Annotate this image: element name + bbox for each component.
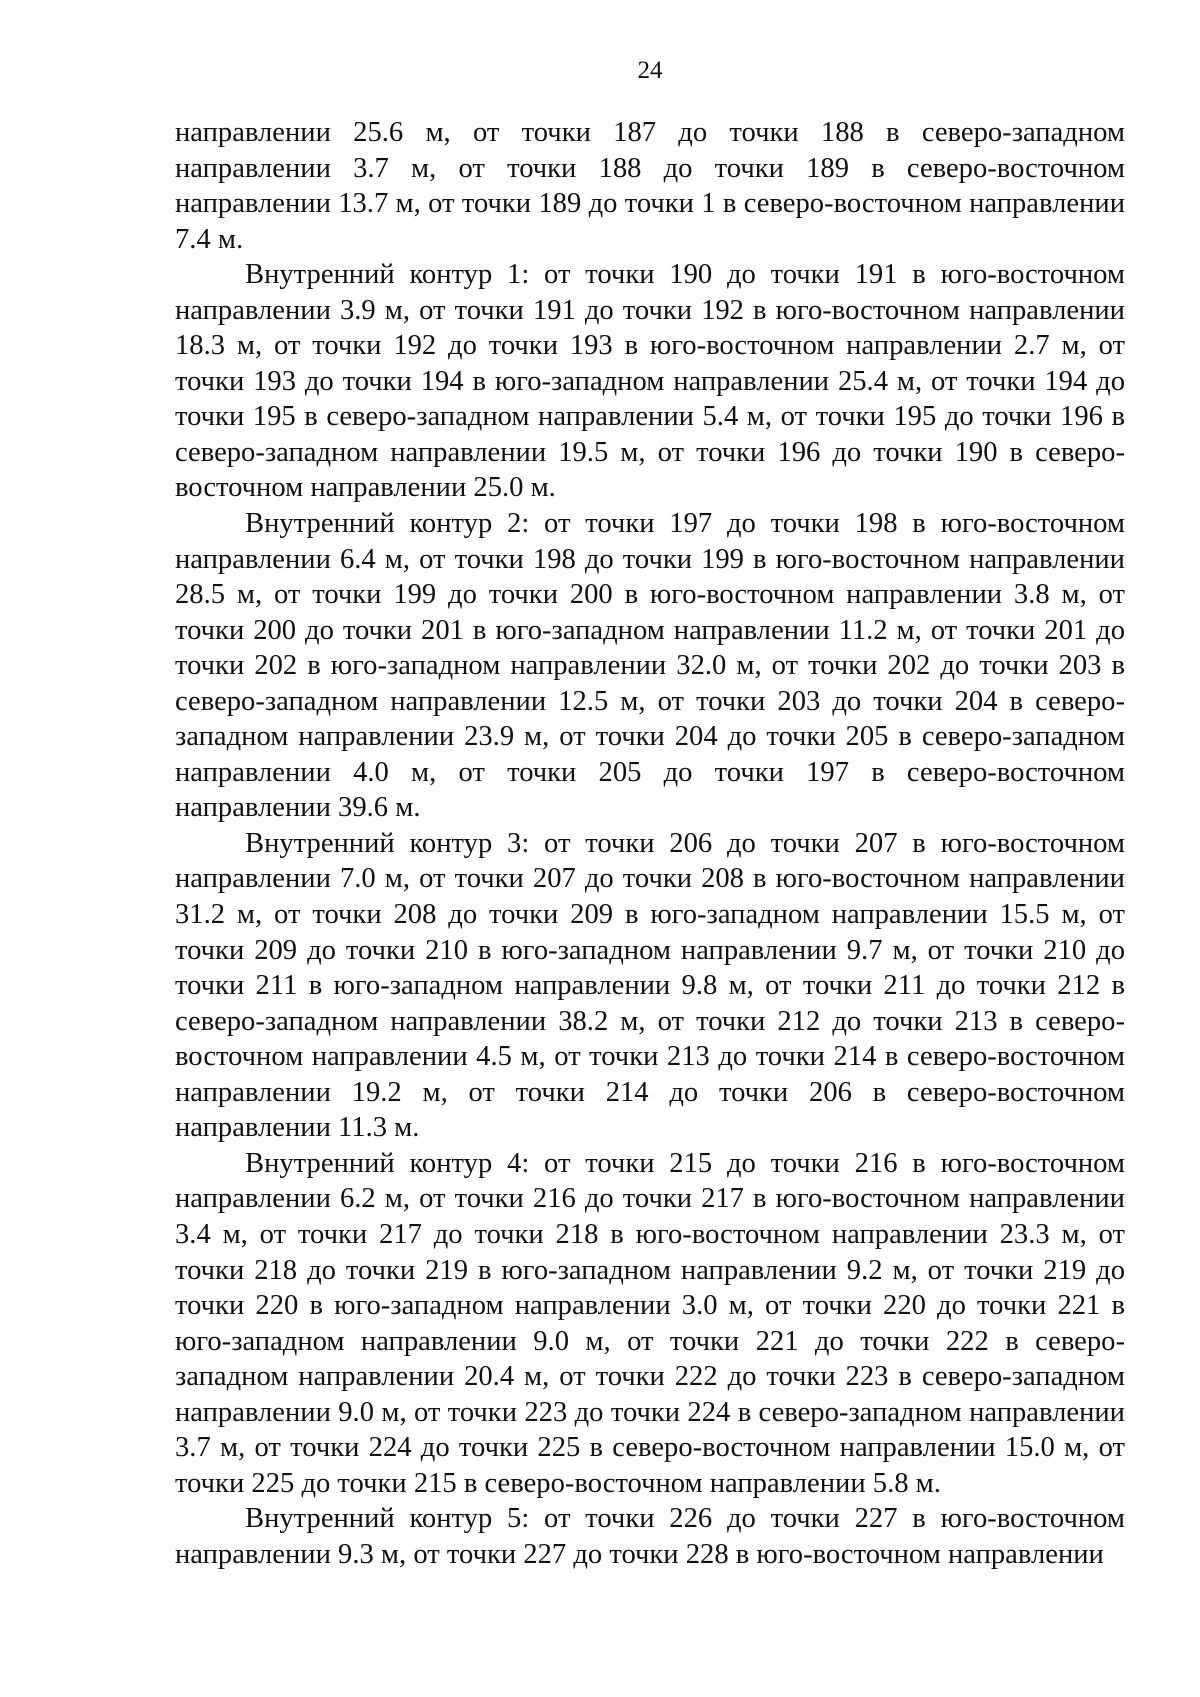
- paragraph-inner-contour-3: Внутренний контур 3: от точки 206 до точки 207 в юго-восточном направлении 7.0 м, от точки 207 до точки 208 в юго-восточном направлении 31.2 м, от точки 208 до точки 209 в юго-западном направлении 15.5 м, от точки 209 до точки 210 в юго-западном направлении 9.7 м, от точки 210 до точки 211 в юго-западном направлении 9.8 м, от точки 211 до точки 212 в северо-западном направлении 38.2 м, от точки 212 до точки 213 в северо-восточном направлении 4.5 м, от точки 213 до точки 214 в северо-восточном направлении 19.2 м, от точки 214 до точки 206 в северо-восточном направлении 11.3 м.: [175, 827, 1125, 1144]
- document-body: [175, 115, 1125, 1572]
- page-number: 24: [637, 57, 663, 84]
- paragraph-inner-contour-2: Внутренний контур 2: от точки 197 до точки 198 в юго-восточном направлении 6.4 м, от точки 198 до точки 199 в юго-восточном направлении 28.5 м, от точки 199 до точки 200 в юго-восточном направлении 3.8 м, от точки 200 до точки 201 в юго-западном направлении 11.2 м, от точки 201 до точки 202 в юго-западном направлении 32.0 м, от точки 202 до точки 203 в северо-западном направлении 12.5 м, от точки 203 до точки 204 в северо-западном направлении 23.9 м, от точки 204 до точки 205 в северо-западном направлении 4.0 м, от точки 205 до точки 197 в северо-восточном направлении 39.6 м.: [175, 508, 1125, 824]
- paragraph-continuation: направлении 25.6 м, от точки 187 до точки 188 в северо-западном направлении 3.7 м, от точки 188 до точки 189 в северо-восточном направлении 13.7 м, от точки 189 до точки 1 в северо-восточном направлении 7.4 м.: [175, 117, 1125, 255]
- paragraph-inner-contour-5: Внутренний контур 5: от точки 226 до точки 227 в юго-восточном направлении 9.3 м, от точки 227 до точки 228 в юго-восточном направлении: [175, 1503, 1125, 1570]
- paragraph-inner-contour-1: Внутренний контур 1: от точки 190 до точки 191 в юго-восточном направлении 3.9 м, от точки 191 до точки 192 в юго-восточном направлении 18.3 м, от точки 192 до точки 193 в юго-восточном направлении 2.7 м, от точки 193 до точки 194 в юго-западном направлении 25.4 м, от точки 194 до точки 195 в северо-западном направлении 5.4 м, от точки 195 до точки 196 в северо-западном направлении 19.5 м, от точки 196 до точки 190 в северо-восточном направлении 25.0 м.: [175, 259, 1125, 504]
- paragraph-inner-contour-4: Внутренний контур 4: от точки 215 до точки 216 в юго-восточном направлении 6.2 м, от точки 216 до точки 217 в юго-восточном направлении 3.4 м, от точки 217 до точки 218 в юго-восточном направлении 23.3 м, от точки 218 до точки 219 в юго-западном направлении 9.2 м, от точки 219 до точки 220 в юго-западном направлении 3.0 м, от точки 220 до точки 221 в юго-западном направлении 9.0 м, от точки 221 до точки 222 в северо-западном направлении 20.4 м, от точки 222 до точки 223 в северо-западном направлении 9.0 м, от точки 223 до точки 224 в северо-западном направлении 3.7 м, от точки 224 до точки 225 в северо-восточном направлении 15.0 м, от точки 225 до точки 215 в северо-восточном направлении 5.8 м.: [175, 1147, 1125, 1499]
